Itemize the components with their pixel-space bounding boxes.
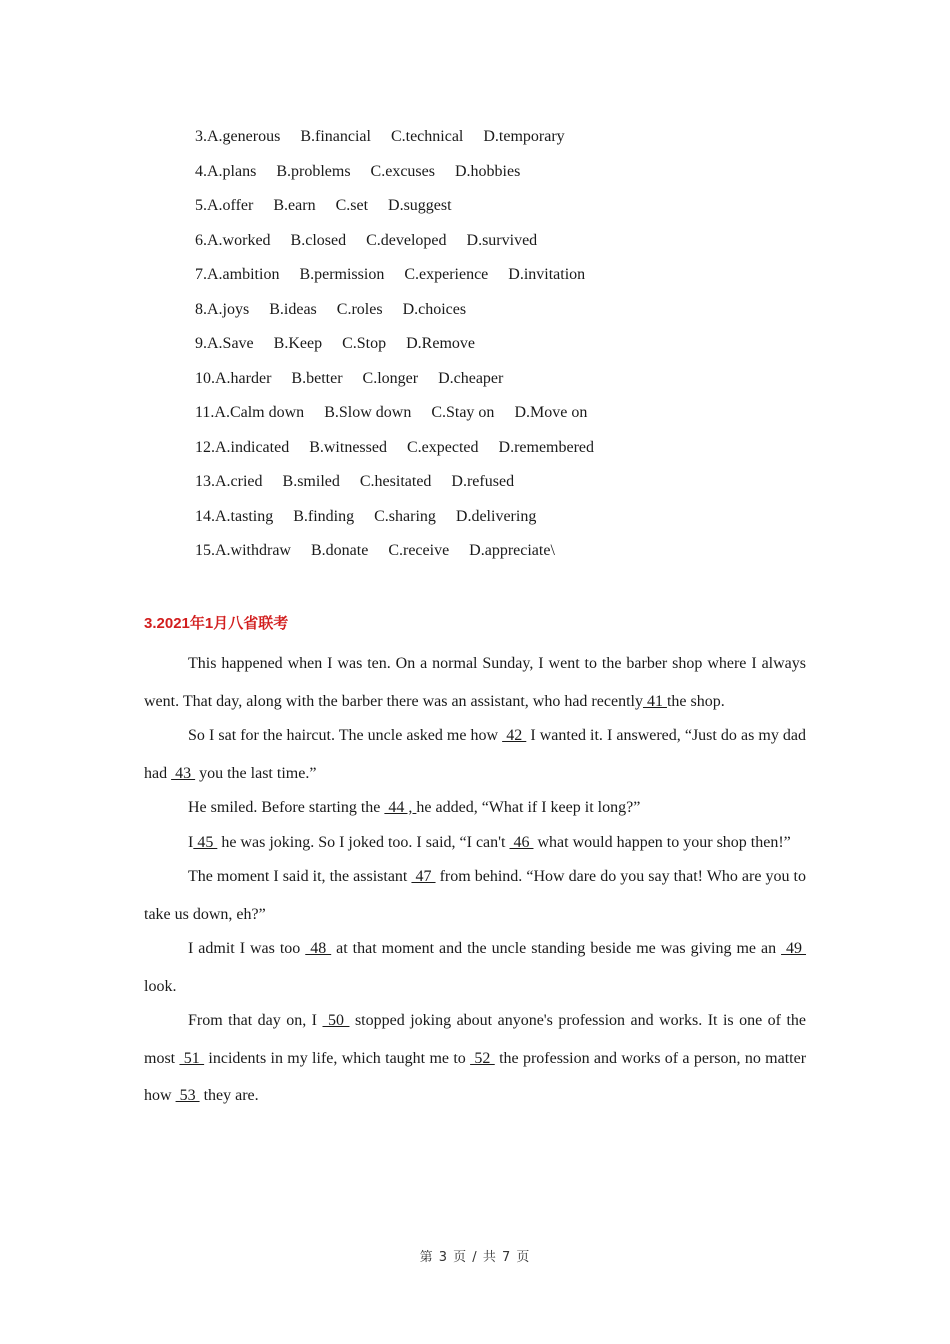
- passage-text: from behind. “How dare do you say that! Who are you to take us down, eh?”: [144, 868, 807, 923]
- option-row: [195, 299, 815, 334]
- passage-text: he was joking. So I joked too. I said, “I can't: [217, 833, 510, 851]
- option-choice: C.Stop: [342, 335, 387, 352]
- option-choice: B.donate: [310, 542, 369, 559]
- option-row: [195, 540, 815, 575]
- option-choice: 9.A.Save: [195, 335, 254, 352]
- option-choice: B.financial: [300, 128, 371, 145]
- option-choice: B.Keep: [273, 335, 323, 352]
- option-choice: C.set: [335, 197, 369, 214]
- section-heading: 3.2021年1月八省联考: [144, 615, 289, 632]
- passage-paragraph: [144, 858, 806, 933]
- cloze-blank: 53: [175, 1087, 200, 1104]
- cloze-blank: 52: [470, 1049, 495, 1067]
- page-footer: 第 3 页 / 共 7 页: [419, 1250, 531, 1265]
- option-choice: D.invitation: [508, 266, 586, 283]
- option-choice: D.delivering: [455, 507, 537, 525]
- option-choice: D.choices: [402, 300, 467, 318]
- option-choice: 6.A.worked: [195, 231, 271, 249]
- option-choice: D.hobbies: [454, 162, 521, 180]
- option-choice: 14.A.tasting: [195, 507, 274, 525]
- option-list: [195, 126, 815, 575]
- option-choice: D.temporary: [483, 128, 565, 145]
- passage-paragraph: [144, 717, 806, 792]
- option-choice: 10.A.harder: [195, 369, 272, 387]
- option-choice: B.better: [291, 369, 343, 387]
- option-choice: 7.A.ambition: [195, 266, 280, 283]
- passage-text: He smiled. Before starting the: [188, 799, 385, 816]
- cloze-blank: 49: [781, 940, 807, 957]
- option-row: [195, 126, 815, 161]
- option-row: [195, 506, 815, 541]
- cloze-blank: 51: [179, 1049, 205, 1067]
- option-row: [195, 402, 815, 437]
- option-choice: D.remembered: [498, 438, 595, 456]
- cloze-passage: [144, 645, 806, 1112]
- passage-text: the profession and works of a person, no matter how: [144, 1049, 807, 1104]
- option-choice: B.permission: [299, 266, 385, 283]
- option-choice: 13.A.cried: [195, 473, 263, 490]
- option-choice: B.earn: [273, 197, 316, 214]
- option-choice: B.Slow down: [324, 404, 412, 421]
- passage-text: you the last time.”: [195, 764, 317, 782]
- passage-text: at that moment and the uncle standing beside me was giving me an: [331, 940, 782, 957]
- option-choice: 5.A.offer: [195, 197, 254, 214]
- option-row: [195, 264, 815, 299]
- passage-paragraph: [144, 789, 806, 827]
- option-row: [195, 195, 815, 230]
- option-choice: B.finding: [293, 507, 355, 525]
- option-choice: B.smiled: [282, 473, 340, 490]
- cloze-blank: 50: [322, 1012, 350, 1029]
- passage-text: incidents in my life, which taught me to: [204, 1049, 471, 1067]
- passage-text: look.: [144, 977, 177, 995]
- option-choice: C.longer: [362, 369, 419, 387]
- option-choice: D.cheaper: [438, 369, 504, 387]
- option-row: [195, 230, 815, 265]
- passage-paragraph: [144, 645, 806, 720]
- passage-text: This happened when I was ten. On a normal Sunday, I went to the barber shop where I always went. That day, along with the barber there was an assistant, who had recently: [144, 655, 806, 710]
- option-choice: 8.A.joys: [195, 300, 250, 318]
- option-choice: B.problems: [276, 162, 351, 180]
- option-choice: D.Remove: [406, 335, 475, 352]
- cloze-blank: 45: [193, 833, 218, 851]
- cloze-blank: 47: [411, 868, 436, 885]
- option-choice: C.experience: [404, 266, 489, 283]
- option-choice: C.receive: [388, 542, 450, 559]
- option-choice: B.witnessed: [309, 438, 387, 456]
- option-choice: C.roles: [336, 300, 383, 318]
- option-choice: D.Move on: [514, 404, 588, 421]
- passage-text: The moment I said it, the assistant: [188, 868, 412, 885]
- option-choice: 3.A.generous: [195, 128, 281, 145]
- passage-text: I: [188, 833, 194, 851]
- option-choice: C.expected: [406, 438, 479, 456]
- passage-paragraph: [144, 824, 806, 862]
- option-choice: D.appreciate\: [469, 542, 555, 559]
- option-choice: C.developed: [366, 231, 447, 249]
- option-choice: C.excuses: [370, 162, 435, 180]
- option-choice: 11.A.Calm down: [195, 404, 305, 421]
- passage-paragraph: [144, 1002, 806, 1115]
- passage-text: So I sat for the haircut. The uncle asked me how: [188, 727, 503, 744]
- cloze-blank: 41: [642, 692, 667, 710]
- option-choice: 4.A.plans: [195, 162, 257, 180]
- passage-text: I wanted it. I answered, “Just do as my dad had: [144, 727, 806, 782]
- cloze-blank: 42: [502, 727, 527, 744]
- cloze-blank: 48: [305, 940, 332, 957]
- option-choice: 15.A.withdraw: [195, 542, 291, 559]
- passage-text: the shop.: [666, 692, 725, 710]
- option-row: [195, 161, 815, 196]
- option-row: [195, 333, 815, 368]
- passage-text: From that day on, I: [188, 1012, 323, 1029]
- option-choice: C.technical: [390, 128, 464, 145]
- passage-text: what would happen to your shop then!”: [533, 833, 791, 851]
- passage-text: he added, “What if I keep it long?”: [416, 799, 641, 816]
- option-choice: 12.A.indicated: [195, 438, 290, 456]
- passage-text: they are.: [199, 1087, 259, 1104]
- cloze-blank: 46: [509, 833, 534, 851]
- option-choice: D.suggest: [388, 197, 452, 214]
- option-choice: C.sharing: [374, 507, 436, 525]
- option-choice: B.ideas: [269, 300, 317, 318]
- passage-text: I admit I was too: [188, 940, 306, 957]
- option-row: [195, 471, 815, 506]
- option-choice: D.refused: [451, 473, 515, 490]
- option-row: [195, 368, 815, 403]
- option-choice: D.survived: [466, 231, 538, 249]
- option-choice: C.hesitated: [359, 473, 432, 490]
- option-choice: B.closed: [290, 231, 347, 249]
- passage-text: stopped joking about anyone's profession and works. It is one of the most: [144, 1012, 807, 1067]
- passage-paragraph: [144, 930, 806, 1005]
- cloze-blank: 43: [171, 764, 196, 782]
- cloze-blank: 44 ,: [384, 799, 417, 816]
- option-choice: C.Stay on: [431, 404, 495, 421]
- option-row: [195, 437, 815, 472]
